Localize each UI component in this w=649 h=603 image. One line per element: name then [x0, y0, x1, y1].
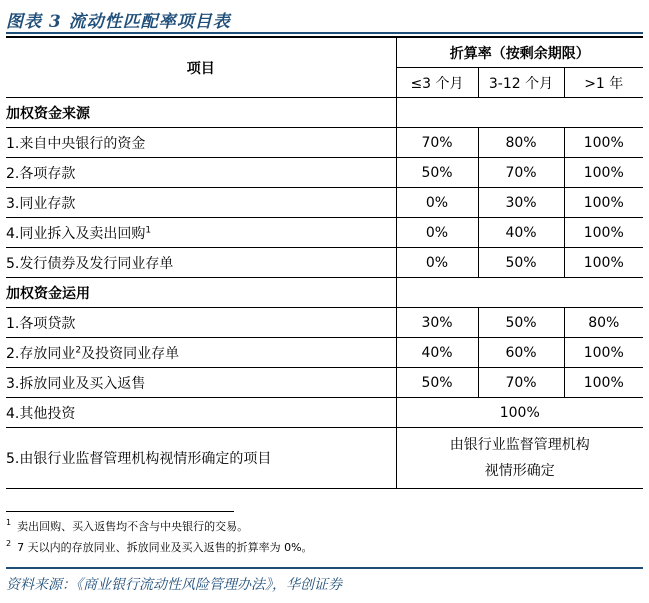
value-cell: 50% — [396, 158, 478, 188]
header-bucket-3: >1 年 — [564, 68, 643, 98]
table-row — [6, 338, 643, 368]
row-label: 4.其他投资 — [6, 398, 396, 428]
row-label: 1.来自中央银行的资金 — [6, 128, 396, 158]
source-divider — [6, 567, 643, 569]
figure-title: 图表 3 流动性匹配率项目表 — [6, 12, 231, 32]
table-row — [6, 128, 643, 158]
header-bucket-2: 3-12 个月 — [478, 68, 564, 98]
section-row-sources — [6, 98, 643, 128]
row-label: 3.同业存款 — [6, 188, 396, 218]
regulator-line-1: 由银行业监督管理机构 — [449, 437, 590, 453]
merged-value-cell: 100% — [396, 398, 643, 428]
table-row — [6, 158, 643, 188]
table-row — [6, 398, 643, 428]
value-cell: 100% — [564, 218, 643, 248]
footnote-text: 卖出回购、买入返售均不含与中央银行的交易。 — [17, 520, 249, 533]
table-row — [6, 188, 643, 218]
section-row-uses — [6, 278, 643, 308]
value-cell: 100% — [564, 248, 643, 278]
value-cell: 70% — [478, 158, 564, 188]
value-cell: 100% — [564, 188, 643, 218]
value-cell: 70% — [478, 368, 564, 398]
value-cell: 30% — [396, 308, 478, 338]
value-cell: 0% — [396, 188, 478, 218]
value-cell: 80% — [478, 128, 564, 158]
table-row — [6, 248, 643, 278]
section-uses-empty — [396, 278, 643, 308]
value-cell: 70% — [396, 128, 478, 158]
row-label-post: 及投资同业存单 — [81, 345, 180, 362]
header-rate-group: 折算率（按剩余期限） — [396, 37, 643, 68]
value-cell: 100% — [564, 368, 643, 398]
value-cell: 0% — [396, 248, 478, 278]
value-cell: 100% — [564, 158, 643, 188]
value-cell: 50% — [396, 368, 478, 398]
section-sources-empty — [396, 98, 643, 128]
footnote-divider — [6, 511, 234, 512]
source-note: 资料来源：《商业银行流动性风险管理办法》，华创证券 — [6, 577, 342, 593]
footnote-ref: 2 — [75, 344, 82, 355]
table-row — [6, 368, 643, 398]
title-bar — [6, 4, 643, 34]
value-cell: 100% — [564, 338, 643, 368]
value-cell: 40% — [396, 338, 478, 368]
footnote-number: 2 — [6, 539, 12, 549]
liquidity-matching-table — [6, 36, 643, 489]
row-label: 1.各项贷款 — [6, 308, 396, 338]
footnote-ref: 1 — [145, 224, 152, 235]
regulator-line-2: 视情形确定 — [484, 463, 555, 479]
value-cell: 100% — [564, 128, 643, 158]
header-bucket-1: ≤3 个月 — [396, 68, 478, 98]
table-row — [6, 218, 643, 248]
section-uses: 加权资金运用 — [6, 278, 396, 308]
header-row-1 — [6, 37, 643, 68]
row-label-text: 4.同业拆入及卖出回购 — [6, 225, 146, 242]
row-label: 3.拆放同业及买入返售 — [6, 368, 396, 398]
value-cell: 30% — [478, 188, 564, 218]
row-label-pre: 2.存放同业 — [6, 345, 76, 362]
merged-value-cell — [396, 428, 643, 489]
footnote-2 — [6, 539, 313, 555]
footnote-number: 1 — [6, 518, 12, 528]
table-row — [6, 308, 643, 338]
value-cell: 50% — [478, 308, 564, 338]
value-cell: 80% — [564, 308, 643, 338]
row-label — [6, 338, 396, 368]
row-label — [6, 218, 396, 248]
header-item: 项目 — [6, 37, 396, 98]
row-label: 2.各项存款 — [6, 158, 396, 188]
value-cell: 0% — [396, 218, 478, 248]
footnote-1 — [6, 518, 248, 534]
row-label: 5.发行债券及发行同业存单 — [6, 248, 396, 278]
value-cell: 50% — [478, 248, 564, 278]
footnote-text: 7 天以内的存放同业、拆放同业及买入返售的折算率为 0%。 — [17, 541, 313, 554]
value-cell: 40% — [478, 218, 564, 248]
section-sources: 加权资金来源 — [6, 98, 396, 128]
row-label: 5.由银行业监督管理机构视情形确定的项目 — [6, 428, 396, 489]
value-cell: 60% — [478, 338, 564, 368]
table-row — [6, 428, 643, 489]
